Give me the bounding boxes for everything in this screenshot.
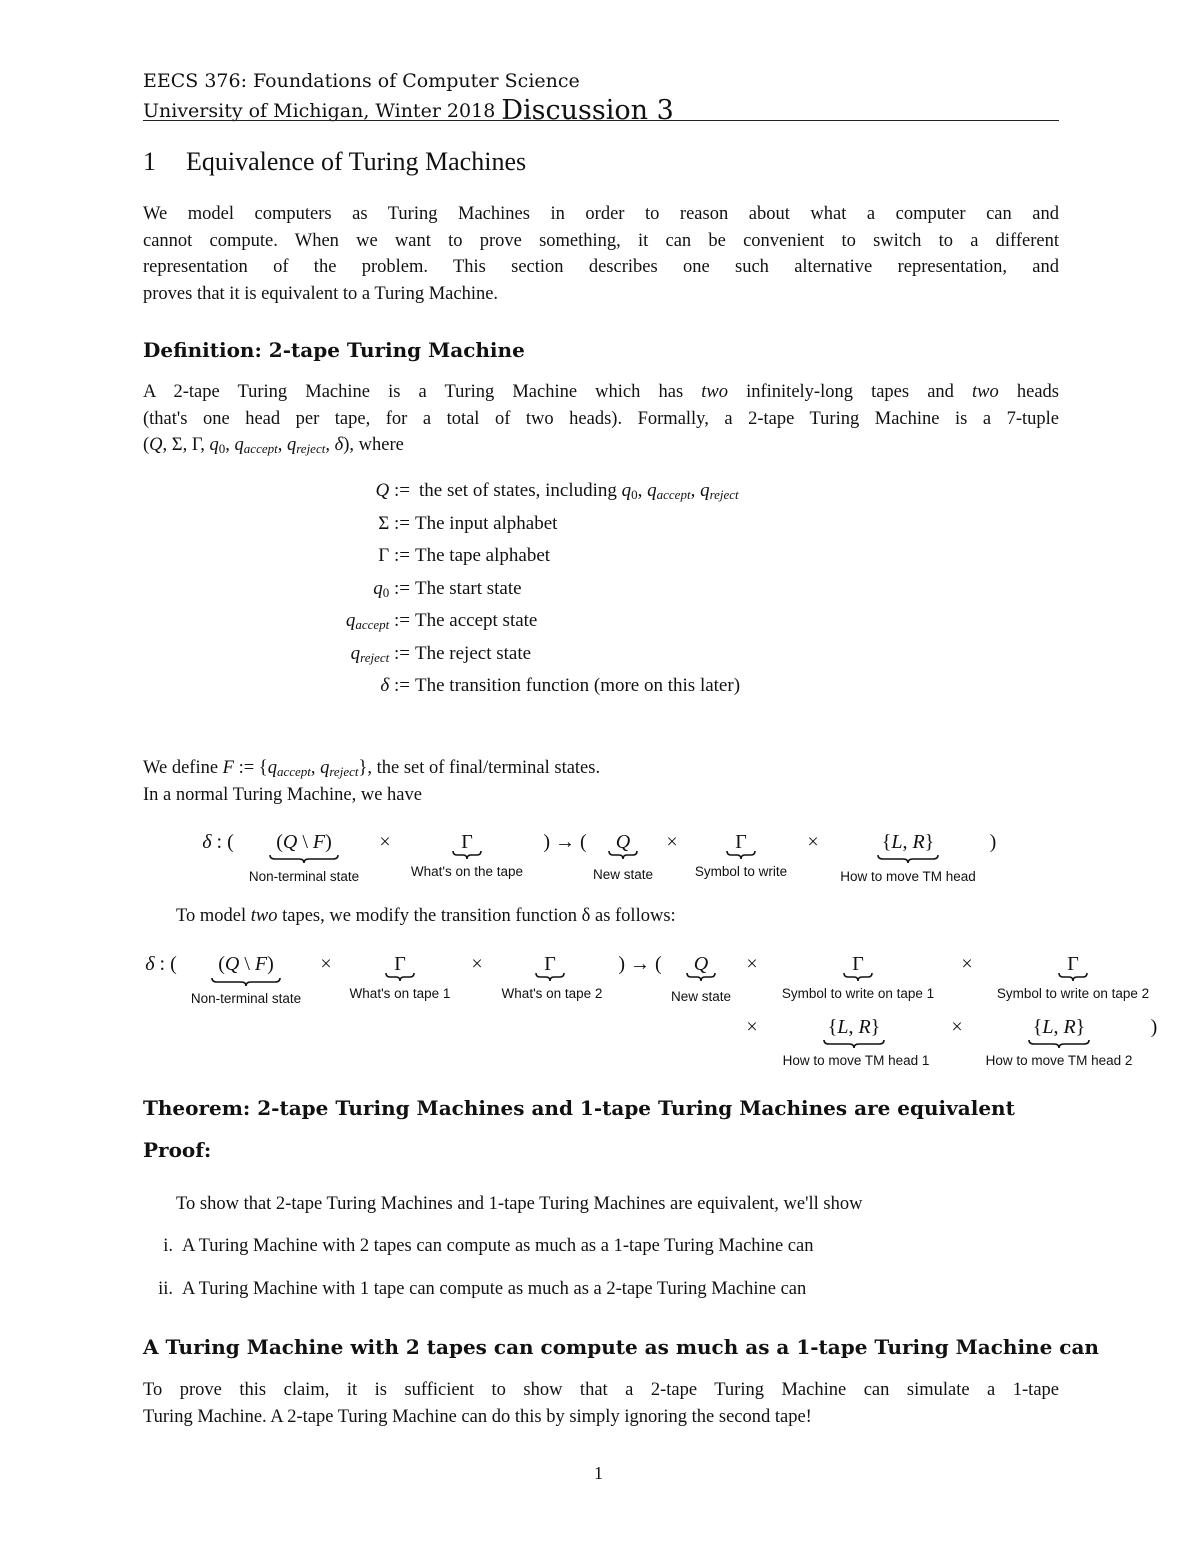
course-title: EECS 376: Foundations of Computer Science — [143, 70, 580, 92]
eq-token: Γ — [735, 831, 747, 853]
eq-token: ) — [1150, 1016, 1158, 1038]
eq-token: (Q \ F) — [218, 953, 274, 975]
university-line: University of Michigan, Winter 2018 Discussion 3 — [143, 95, 674, 126]
eq-label: Non-terminal state — [248, 869, 360, 884]
eq-token: Q — [615, 831, 631, 853]
list-item: i. A Turing Machine with 2 tapes can compute as much as a 1-tape Turing Machine can — [163, 1236, 814, 1256]
eq-label: Non-terminal state — [190, 991, 302, 1006]
definition-line: (that's one head per tape, for a total of two heads). Formally, a 2-tape Turing Machine is a 7-tuple — [143, 408, 1059, 429]
eq-token: × — [666, 831, 678, 853]
eq-token: × — [746, 953, 758, 975]
eq-token: ) → ( — [618, 953, 662, 975]
def-lhs: Q := — [375, 480, 410, 501]
eq-token: ) → ( — [543, 831, 587, 853]
def-rhs: The transition function (more on this later) — [415, 675, 741, 696]
def-rhs: The start state — [415, 578, 522, 599]
underbrace — [686, 972, 716, 982]
underbrace — [452, 850, 482, 860]
discussion-title: Discussion 3 — [501, 95, 674, 126]
underbrace — [1058, 972, 1088, 982]
eq-token: {L, R} — [827, 1016, 881, 1038]
eq-label: Symbol to write — [694, 864, 788, 879]
intro-line: representation of the problem. This section describes one such alternative representation, and — [143, 257, 1059, 277]
claim-paragraph — [143, 1377, 1059, 1430]
eq-token: Γ — [544, 953, 556, 975]
eq-label: Symbol to write on tape 1 — [781, 986, 935, 1001]
def-lhs: Σ := — [378, 513, 410, 534]
underbrace — [385, 972, 415, 982]
underbrace — [1028, 1039, 1090, 1049]
claim-line: Turing Machine. A 2-tape Turing Machine can do this by simply ignoring the second tape! — [143, 1406, 812, 1427]
def-rhs: The accept state — [415, 610, 538, 631]
def-lhs: qaccept := — [345, 610, 410, 632]
eq-label: Symbol to write on tape 2 — [996, 986, 1150, 1001]
eq-token: × — [379, 831, 391, 853]
eq-token: × — [471, 953, 483, 975]
intro-line: We model computers as Turing Machines in order to reason about what a computer can and — [143, 204, 1059, 224]
proof-label: Proof: — [143, 1138, 212, 1162]
eq-label: What's on the tape — [410, 864, 524, 879]
eq-label: What's on tape 1 — [349, 986, 451, 1001]
eq-token: δ : ( — [202, 831, 234, 853]
definition-paragraph — [143, 379, 1059, 460]
claim-heading: A Turing Machine with 2 tapes can compute as much as a 1-tape Turing Machine can — [143, 1335, 1099, 1359]
eq-token: Γ — [1067, 953, 1079, 975]
eq-token: × — [320, 953, 332, 975]
def-lhs: q0 := — [373, 578, 410, 600]
definition-tuple-line: (Q, Σ, Γ, q0, qaccept, qreject, δ), where — [143, 435, 404, 456]
intro-line: proves that it is equivalent to a Turing Machine. — [143, 283, 499, 304]
eq-label: New state — [592, 867, 654, 882]
underbrace — [877, 854, 939, 864]
normal-tm-line: In a normal Turing Machine, we have — [143, 785, 422, 805]
def-lhs: δ := — [380, 675, 410, 696]
eq-label: How to move TM head 2 — [985, 1053, 1133, 1068]
eq-token: Γ — [852, 953, 864, 975]
eq-token: Q — [693, 953, 709, 975]
eq-token: Γ — [394, 953, 406, 975]
underbrace — [726, 850, 756, 860]
eq-token: × — [746, 1016, 758, 1038]
intro-paragraph — [143, 201, 1059, 307]
eq-token: (Q \ F) — [276, 831, 332, 853]
underbrace — [823, 1039, 885, 1049]
page-number: 1 — [594, 1463, 603, 1483]
section-heading: 1 Equivalence of Turing Machines — [143, 147, 527, 176]
eq-token: {L, R} — [1032, 1016, 1086, 1038]
header-rule — [143, 120, 1059, 121]
eq-token: × — [961, 953, 973, 975]
definition-line: A 2-tape Turing Machine is a Turing Machine which has two infinitely-long tapes and two heads — [143, 382, 1059, 402]
eq-token: ) — [989, 831, 997, 853]
eq-label: What's on tape 2 — [501, 986, 603, 1001]
def-rhs: the set of states, including q0, qaccept, qreject — [419, 480, 739, 502]
eq-token: × — [807, 831, 819, 853]
underbrace — [535, 972, 565, 982]
underbrace — [843, 972, 873, 982]
def-lhs: qreject := — [350, 643, 410, 665]
def-rhs: The input alphabet — [415, 513, 558, 534]
eq-token: Γ — [461, 831, 473, 853]
final-states-line: We define F := {qaccept, qreject}, the set of final/terminal states. — [143, 758, 601, 779]
theorem-heading: Theorem: 2-tape Turing Machines and 1-tape Turing Machines are equivalent — [143, 1096, 1015, 1120]
definition-heading: Definition: 2-tape Turing Machine — [143, 338, 525, 362]
eq-label: How to move TM head — [840, 869, 976, 884]
proof-intro: To show that 2-tape Turing Machines and 1-tape Turing Machines are equivalent, we'll show — [176, 1194, 863, 1214]
underbrace — [269, 854, 339, 864]
eq-label: How to move TM head 1 — [782, 1053, 930, 1068]
def-rhs: The reject state — [415, 643, 532, 664]
claim-line: To prove this claim, it is sufficient to show that a 2-tape Turing Machine can simulate a 1-tape — [143, 1380, 1059, 1400]
eq-label: New state — [670, 989, 732, 1004]
list-item: ii. A Turing Machine with 1 tape can compute as much as a 2-tape Turing Machine can — [158, 1279, 807, 1299]
intro-line: cannot compute. When we want to prove something, it can be convenient to switch to a different — [143, 230, 1059, 251]
model-two-tapes-line: To model two tapes, we modify the transition function δ as follows: — [176, 906, 676, 926]
eq-token: δ : ( — [145, 953, 177, 975]
eq-token: × — [951, 1016, 963, 1038]
def-lhs: Γ := — [378, 545, 410, 566]
underbrace — [211, 977, 281, 987]
def-rhs: The tape alphabet — [415, 545, 551, 566]
eq-token: {L, R} — [881, 831, 935, 853]
underbrace — [608, 850, 638, 860]
